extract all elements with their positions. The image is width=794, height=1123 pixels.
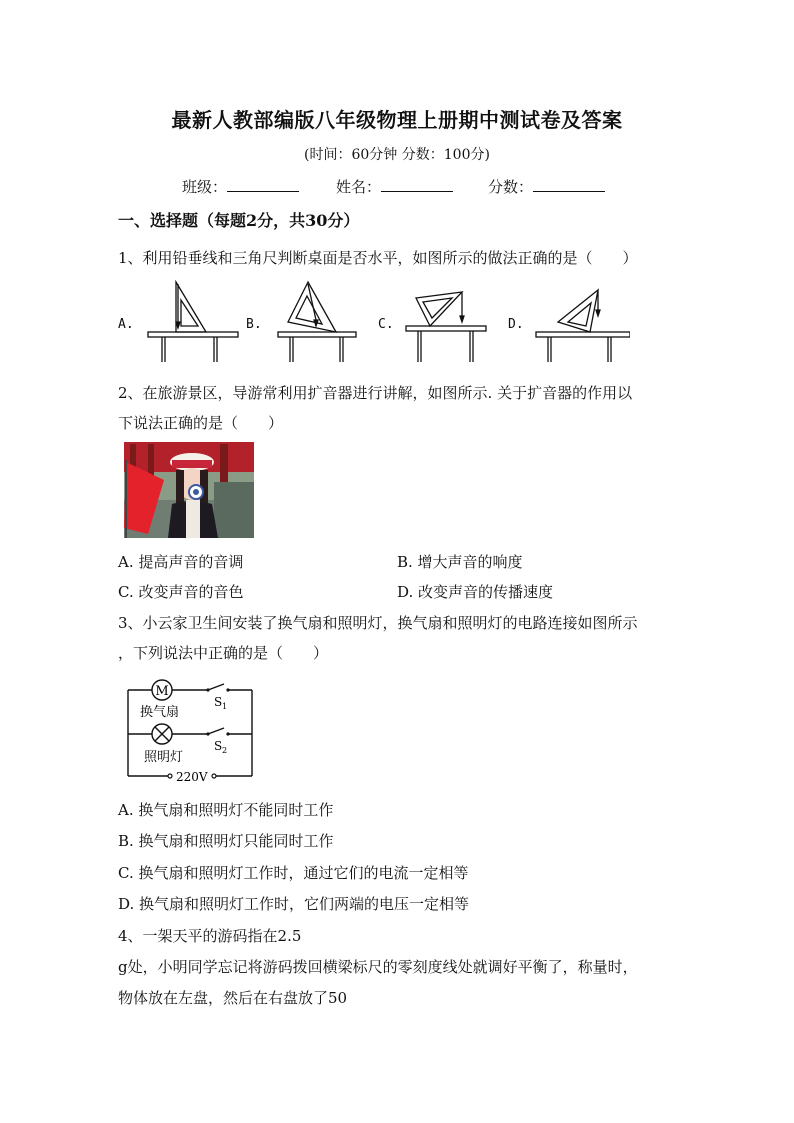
lamp-label: 照明灯 [144, 750, 184, 765]
question-4-text-line1: 4、一架天平的游码指在2.5 [118, 927, 302, 945]
q3-option-b: B. 换气扇和照明灯只能同时工作 [118, 832, 334, 850]
question-1-text: 1、利用铅垂线和三角尺判断桌面是否水平，如图所示的做法正确的是（ ） [118, 249, 638, 267]
q2-option-c: C. 改变声音的音色 [118, 583, 244, 601]
question-2-text-line2: 下说法正确的是（ ） [118, 414, 284, 432]
class-label: 班级： [182, 178, 228, 196]
q2-option-a: A. 提高声音的音调 [118, 553, 244, 571]
q3-option-d: D. 换气扇和照明灯工作时，它们两端的电压一定相等 [118, 895, 470, 913]
q2-option-d: D. 改变声音的传播速度 [397, 583, 554, 601]
switch-s2-label: S [214, 739, 223, 753]
figure-a-table-triangle [148, 282, 238, 362]
switch-s1-label: S [214, 695, 223, 709]
score-blank [533, 177, 605, 192]
switch-s1-subscript: 1 [222, 702, 228, 711]
exam-info: (时间：60分钟 分数：100分) [304, 147, 490, 163]
motor-symbol: M [155, 684, 169, 699]
score-field [488, 176, 605, 197]
q1-option-a-label: A. [118, 317, 134, 332]
q3-option-c: C. 换气扇和照明灯工作时，通过它们的电流一定相等 [118, 864, 469, 882]
q3-option-a: A. 换气扇和照明灯不能同时工作 [118, 801, 334, 819]
question-4-text-line2: g处，小明同学忘记将游码拨回横梁标尺的零刻度线处就调好平衡了，称量时， [118, 958, 638, 976]
fan-label: 换气扇 [140, 705, 180, 720]
question-3-text-line1: 3、小云家卫生间安装了换气扇和照明灯，换气扇和照明灯的电路连接如图所示 [118, 614, 638, 632]
name-blank [381, 177, 453, 192]
name-label: 姓名： [336, 178, 382, 196]
switch-s2-subscript: 2 [222, 746, 228, 755]
q1-option-b-label: B. [246, 317, 262, 332]
q1-option-c-label: C. [378, 317, 394, 332]
page-title: 最新人教部编版八年级物理上册期中测试卷及答案 [171, 108, 623, 132]
name-field [336, 176, 453, 197]
section-heading: 一、选择题（每题2分，共30分） [118, 211, 360, 230]
q1-option-d-label: D. [508, 317, 524, 332]
figure-d-table-triangle [536, 290, 630, 362]
question-3-text-line2: ，下列说法中正确的是（ ） [118, 644, 329, 662]
q1-figure [140, 278, 630, 368]
figure-b-table-triangle [278, 282, 356, 362]
question-2-text-line1: 2、在旅游景区，导游常利用扩音器进行讲解，如图所示. 关于扩音器的作用以 [118, 384, 633, 402]
figure-c-table-triangle [406, 292, 486, 362]
tour-guide-photo [124, 442, 254, 538]
voltage-label: 220V [176, 770, 208, 784]
question-4-text-line3: 物体放在左盘，然后在右盘放了50 [118, 989, 348, 1007]
class-blank [227, 177, 299, 192]
score-label: 分数： [488, 178, 534, 196]
circuit-diagram [124, 678, 258, 784]
class-field [182, 176, 299, 197]
q2-option-b: B. 增大声音的响度 [397, 553, 523, 571]
